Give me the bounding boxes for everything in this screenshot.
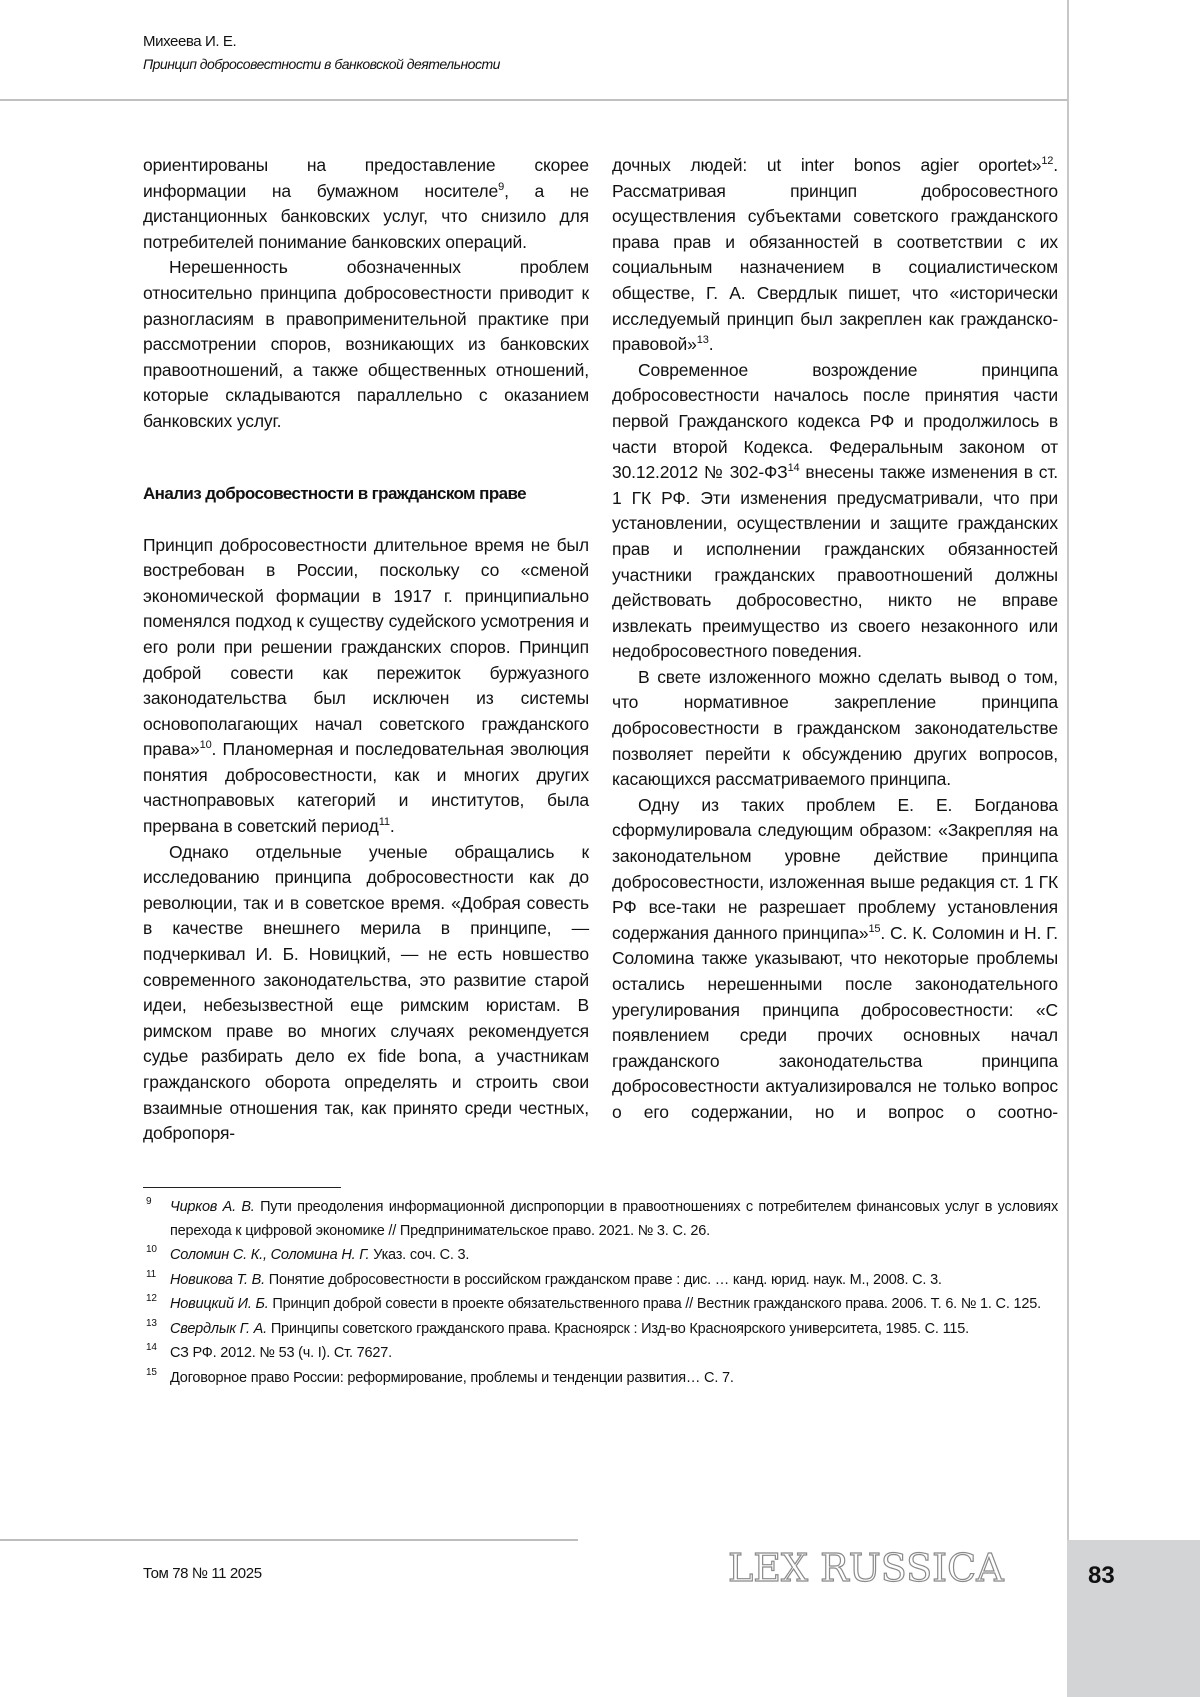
footnote-text: Пути преодоления информационной диспропорции в правоотношениях с потребителем финансовых услуг в условиях перехода к цифровой экономике // Предпринимательское право. 2021. № 3. С. 26. [170, 1199, 1058, 1239]
left-column [143, 153, 589, 1147]
text-columns [143, 153, 1058, 1187]
footnote [143, 1293, 1058, 1317]
footnotes [143, 1196, 1058, 1390]
paragraph [612, 153, 1058, 358]
paragraph [143, 153, 589, 255]
footnote-ref[interactable]: 9 [498, 180, 505, 193]
footnote-author: Свердлык Г. А. [170, 1320, 267, 1337]
footnote-ref[interactable]: 11 [378, 816, 390, 829]
right-column [612, 153, 1058, 1126]
paragraph: Однако отдельные ученые обращались к исследованию принципа добросовестности как до революции, так и в советское время. «Добрая совесть в качестве внешнего мерила в принципе, — подчеркивал И. Б. Новицкий, — не есть новшество современного законодательства, это развитие старой идеи, небезызвестной еще римским юристам. В римском праве во многих случаях рекомендуется судье разбирать дело ex fide bona, а участникам гражданского оборота определять и строить свои взаимные отношения так, как принято среди честных, добропоря- [143, 841, 589, 1144]
margin-divider [1067, 0, 1069, 1540]
paragraph: В свете изложенного можно сделать вывод о том, что нормативное закрепление принципа добросовестности в гражданском законодательстве позволяет перейти к обсуждению других вопросов, касающихся рассматриваемого принципа. [612, 666, 1058, 790]
footnote-author: Новицкий И. Б. [170, 1296, 269, 1312]
footnote-number: 14 [146, 1342, 157, 1353]
footnote [143, 1196, 1058, 1243]
journal-logo: LEX RUSSICA [728, 1546, 1004, 1590]
footnote-ref[interactable]: 15 [868, 922, 881, 935]
paragraph [612, 793, 1058, 1126]
footnote-author: Новикова Т. В. [170, 1271, 265, 1288]
footnote-number: 11 [146, 1268, 156, 1280]
footnote-text: Указ. соч. С. 3. [369, 1247, 470, 1263]
header-article-title: Принцип добросовестности в банковской деятельности [143, 56, 500, 72]
footnote-ref[interactable]: 14 [787, 462, 800, 475]
footnote [143, 1318, 1058, 1342]
footnote [143, 1244, 1058, 1268]
footnote-text: СЗ РФ. 2012. № 53 (ч. I). Ст. 7627. [170, 1345, 392, 1361]
footnote-text: Понятие добросовестности в российском гражданском праве : дис. … канд. юрид. наук. М., 2008. С. 3. [264, 1271, 942, 1288]
footnote-number: 9 [146, 1196, 152, 1207]
text: . Планомерная и последовательная эволюция понятия добросовестности, как и многих других частноправовых категорий и институтов, была прервана в советский период [143, 739, 589, 837]
page-number: 83 [1088, 1562, 1115, 1589]
text: Современное возрождение принципа добросовестности началось после принятия части первой Гражданского кодекса РФ и продолжилось в части второй Кодекса. Федеральным законом от 30.12.2012 № 302-ФЗ [612, 359, 1058, 483]
paragraph [612, 358, 1058, 665]
article-body [143, 153, 1058, 1391]
text: , а не дистанционных банковских услуг, что снизило для потребителей понимание банковских операций. [143, 180, 589, 252]
text: дочных людей: ut inter bonos agier oportet» [612, 155, 1042, 175]
footnote [143, 1342, 1058, 1366]
footnote-author: Чирков А. В. [170, 1199, 255, 1215]
footnote-text: Договорное право России: реформирование, проблемы и тенденции развития… С. 7. [170, 1369, 734, 1386]
journal-issue: Том 78 № 11 2025 [143, 1565, 262, 1582]
footnote-ref[interactable]: 10 [199, 739, 212, 752]
footer-divider [0, 1539, 578, 1541]
text: . [708, 334, 714, 355]
footnote-ref[interactable]: 12 [1041, 155, 1054, 168]
paragraph [143, 533, 589, 840]
section-heading: Анализ добросовестности в гражданском праве [143, 483, 526, 503]
footnote-number: 13 [146, 1317, 157, 1329]
header-author: Михеева И. Е. [143, 33, 237, 50]
text: внесены также изменения в ст. 1 ГК РФ. Эти изменения предусматривали, что при установлении, осуществлении и защите гражданских прав и исполнении гражданских обязанностей участники гражданских правоотношений должны действовать добросовестно, никто не вправе извлекать преимущество из своего незаконного или недобросовестного поведения. [612, 462, 1058, 662]
footnote-text: Принцип доброй совести в проекте обязательственного права // Вестник гражданского права. 2006. Т. 6. № 1. С. 125. [268, 1296, 1041, 1312]
text: ориентированы на предоставление скорее информации на бумажном носителе [143, 155, 589, 201]
footnote-number: 10 [146, 1244, 157, 1255]
footnote [143, 1269, 1058, 1293]
text: . Рассматривая принцип добросовестного осуществления субъектами советского гражданского права прав и обязанностей в соответствии с их социальным назначением в социалистическом обществе, Г. А. Свердлык пишет, что «исторически исследуемый принцип был закреплен как гражданско-правовой» [612, 155, 1058, 355]
footnote [143, 1367, 1058, 1391]
text: Одну из таких проблем Е. Е. Богданова сформулировала следующим образом: «Закрепляя на законодательном уровне действие принципа добросовестности, изложенная выше редакция ст. 1 ГК РФ все-таки не разрешает проблему установления содержания данного принципа» [612, 794, 1058, 943]
text: . [389, 816, 395, 837]
paragraph: Нерешенность обозначенных проблем относительно принципа добросовестности приводит к разногласиям в правоприменительной практике при рассмотрении споров, возникающих из банковских правоотношений, а также общественных отношений, которые складываются параллельно с оказанием банковских услуг. [143, 257, 589, 431]
running-header [143, 33, 500, 72]
footnote-text: Принципы советского гражданского права. Красноярск : Изд-во Красноярского университета, 1985. С. 115. [266, 1320, 969, 1337]
footnote-author: Соломин С. К., Соломина Н. Г. [170, 1247, 370, 1263]
text: . С. К. Соломин и Н. Г. Соломина также указывают, что некоторые проблемы остались нерешенными после законодательного урегулирования принципа добросовестности: «С появлением среди прочих основных начал гражданского законодательства принципа добросовестности актуализировался не только вопрос о его содержании, но и вопрос о соотно- [612, 922, 1059, 1122]
header-divider [0, 99, 1068, 101]
footnote-number: 12 [146, 1293, 157, 1304]
footnote-ref[interactable]: 13 [696, 334, 709, 347]
page-number-tab [1067, 1540, 1200, 1697]
footnote-separator [143, 1187, 341, 1188]
footnote-number: 15 [146, 1366, 157, 1378]
text: Принцип добросовестности длительное время не был востребован в России, поскольку со «сменой экономической формации в 1917 г. принципиально поменялся подход к существу судейского усмотрения и его роли при решении гражданских споров. Принцип доброй совести как пережиток буржуазного законодательства был исключен из системы основополагающих начал советского гражданского права» [143, 534, 589, 760]
